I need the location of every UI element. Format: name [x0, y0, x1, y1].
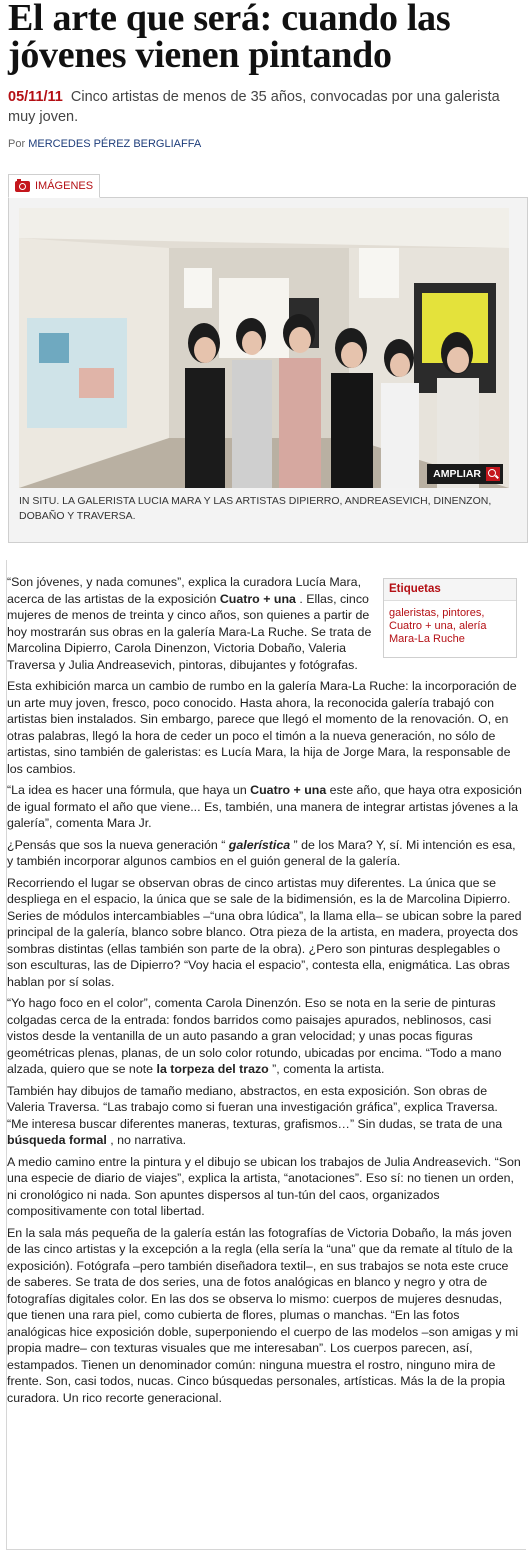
- text-run: “Yo hago foco en el color”, comenta Carola Dinenzón. Eso se nota en la serie de pinturas colgadas cerca de la entrada: fondos barridos como paisajes apurados, neblinosos, casi vistos desde la ventanilla de un auto pasando a gran velocidad; y unas pocas figuras geométricas plenas, planas, de un solo color rotundo, ubicadas por encima. “Todo a mano alzada, quiero que se note: [7, 996, 502, 1076]
- paragraph: Recorriendo el lugar se observan obras de cinco artistas muy diferentes. La única que se despliega en el espacio, la única que se sale de la bidimensión, es la de Marcolina Dipierro. Series de módulos intercambiables –“una obra lúdica”, la llama ella– se ubican sobre la pared principal de la galería, blanco sobre blanco. Otra pieza de la artista, en madera, proyecta dos sombras distintas (ellas también son parte de la obra). ¿Pero son pinturas desplegables o son esculturas, las de Dipierro? “Voy hacia el espacio”, contesta ella, enigmática. Las obras hablan por sí solas.: [7, 875, 522, 989]
- photo-gallery: [8, 198, 528, 543]
- paragraph: [7, 1083, 522, 1149]
- tab-images-label: IMÁGENES: [35, 180, 94, 192]
- paragraph: En la sala más pequeña de la galería están las fotografías de Victoria Dobaño, la más joven de las cinco artistas y la excepción a la regla (ella sería la “una” que da remate al título de la exposición). Fotógrafa –pero también diseñadora textil–, en sus trabajos se nota este cruce de saberes. Se trata de dos series, una de fotos analógicas en blanco y negro y otra de fotografías digitales color. En las dos se observa lo mismo: cuerpos de mujeres desnudas, que tienen una rara piel, como cubierta de flores, plumas o manchas. “En las fotos analógicas hice exposición doble, superponiendo el cuerpo de las modelos –son amigas y mi propia madre– con texturas visuales que me interesaban”. Los cuerpos parecen, así, estampados. Tienen un denominador común: ninguna muestra el rostro, ninguno mira de frente. Son, casi todos, nucas. Cinco búsquedas personales, artísticas. Más la de la propia curadora. Un rico recorte generacional.: [7, 1225, 519, 1405]
- bold-link[interactable]: búsqueda formal: [7, 1133, 107, 1147]
- tag-link[interactable]: Cuatro + una: [389, 620, 453, 632]
- paragraph: Esta exhibición marca un cambio de rumbo en la galería Mara-La Ruche: la incorporación de un arte muy joven, fresco, poco conocido. Hasta ahora, la reconocida galería trabajó con artistas bien instalados. Sin embargo, parece que llegó el momento de la renovación. O, en otras palabras, llegó la hora de ceder un poco el timón a la nueva generación, no sólo de artistas, sino también de galeristas: es Lucía Mara, la hija de Jorge Mara, la responsable de los cambios.: [7, 679, 517, 776]
- paragraph: A medio camino entre la pintura y el dibujo se ubican los trabajos de Julia Andreasevich. “Son una especie de diario de viajes”, explica la artista, “anotaciones”. Eso sí: no tienen un orden, ni cronológico ni nada. Son apuntes dispersos al tun-tún del caos, organizados compositivamente con total libertad.: [7, 1154, 521, 1218]
- text-run: ¿Pensás que sos la nueva generación “: [7, 837, 229, 852]
- paragraph: [7, 782, 522, 832]
- article-body: [6, 560, 526, 1550]
- headline: El arte que será: cuando las jóvenes vienen pintando: [8, 0, 451, 76]
- summary: Cinco artistas de menos de 35 años, convocadas por una galerista muy joven.: [8, 89, 500, 125]
- photo-illustration: [19, 208, 509, 488]
- paragraph: [7, 837, 522, 870]
- text-run: “La idea es hacer una fórmula, que haya un: [7, 783, 251, 797]
- bold-link[interactable]: la torpeza del trazo: [156, 1062, 269, 1076]
- bold-link[interactable]: Cuatro + una: [250, 783, 327, 797]
- tag-link[interactable]: pintores: [442, 607, 482, 619]
- summary-line: [8, 87, 523, 127]
- text-run: “Son jóvenes, y nada comunes”, explica la curadora Lucía Mara, acerca de las artistas de la exposición: [7, 575, 362, 606]
- text-run: . Ellas, cinco mujeres de menos de treinta y cinco años, son quienes a partir de hoy mostrarán sus obras en la galería Mara-La Ruche. Se trata de Marcolina Dipierro, Carola Dinenzon, Victoria Dobaño, Valeria Traversa y Julia Andreasevich, pintoras, dibujantes y fotógrafas.: [7, 591, 372, 672]
- ampliar-label: AMPLIAR: [433, 468, 481, 480]
- tab-images[interactable]: [8, 174, 100, 198]
- tag-link[interactable]: galeristas: [389, 607, 437, 619]
- text-run: También hay dibujos de tamaño mediano, abstractos, en esta exposición. Son obras de Valeria Traversa. “Las trabajo como si fueran una investigación gráfica”, explica Traversa. “Me interesa buscar diferentes maneras, texturas, grafismos…” Sin dudas, se trata de una: [7, 1083, 503, 1131]
- bold-link[interactable]: Cuatro + una: [219, 591, 296, 606]
- byline-prefix: Por: [8, 138, 26, 150]
- text-run: este año, que haya otra exposición de igual formato el año que viene... Es, también, una manera de integrar artistas jóvenes a la galería”, comenta Mara Jr.: [7, 783, 522, 830]
- gallery-photo[interactable]: [19, 208, 509, 488]
- byline: [8, 138, 201, 150]
- camera-icon: [15, 181, 30, 192]
- author-link[interactable]: MERCEDES PÉREZ BERGLIAFFA: [28, 138, 202, 150]
- text-run: ” de los Mara? Y, sí. Mi intención es esa, y también incorporar algunos cambios en el guión general de la galería.: [7, 837, 516, 868]
- paragraph: [7, 574, 372, 673]
- tags-title: Etiquetas: [384, 579, 516, 601]
- text-run: ”, comenta la artista.: [268, 1062, 385, 1076]
- paragraph: [7, 995, 522, 1078]
- text-run: , no narrativa.: [106, 1133, 187, 1147]
- zoom-in-icon: [486, 467, 500, 481]
- tags-list: galeristas, pintores, Cuatro + una, alería Mara-La Ruche: [389, 607, 487, 645]
- media-tabs: [8, 174, 528, 198]
- tag-link[interactable]: alería Mara-La Ruche: [389, 620, 487, 645]
- photo-caption: IN SITU. LA GALERISTA LUCIA MARA Y LAS ARTISTAS DIPIERRO, ANDREASEVICH, DINENZON, DOBAÑO Y TRAVERSA.: [19, 495, 492, 522]
- publish-date: 05/11/11: [8, 89, 63, 105]
- ampliar-button[interactable]: [427, 464, 503, 484]
- emphasis: galerística: [228, 837, 291, 852]
- article-text: [7, 574, 522, 1411]
